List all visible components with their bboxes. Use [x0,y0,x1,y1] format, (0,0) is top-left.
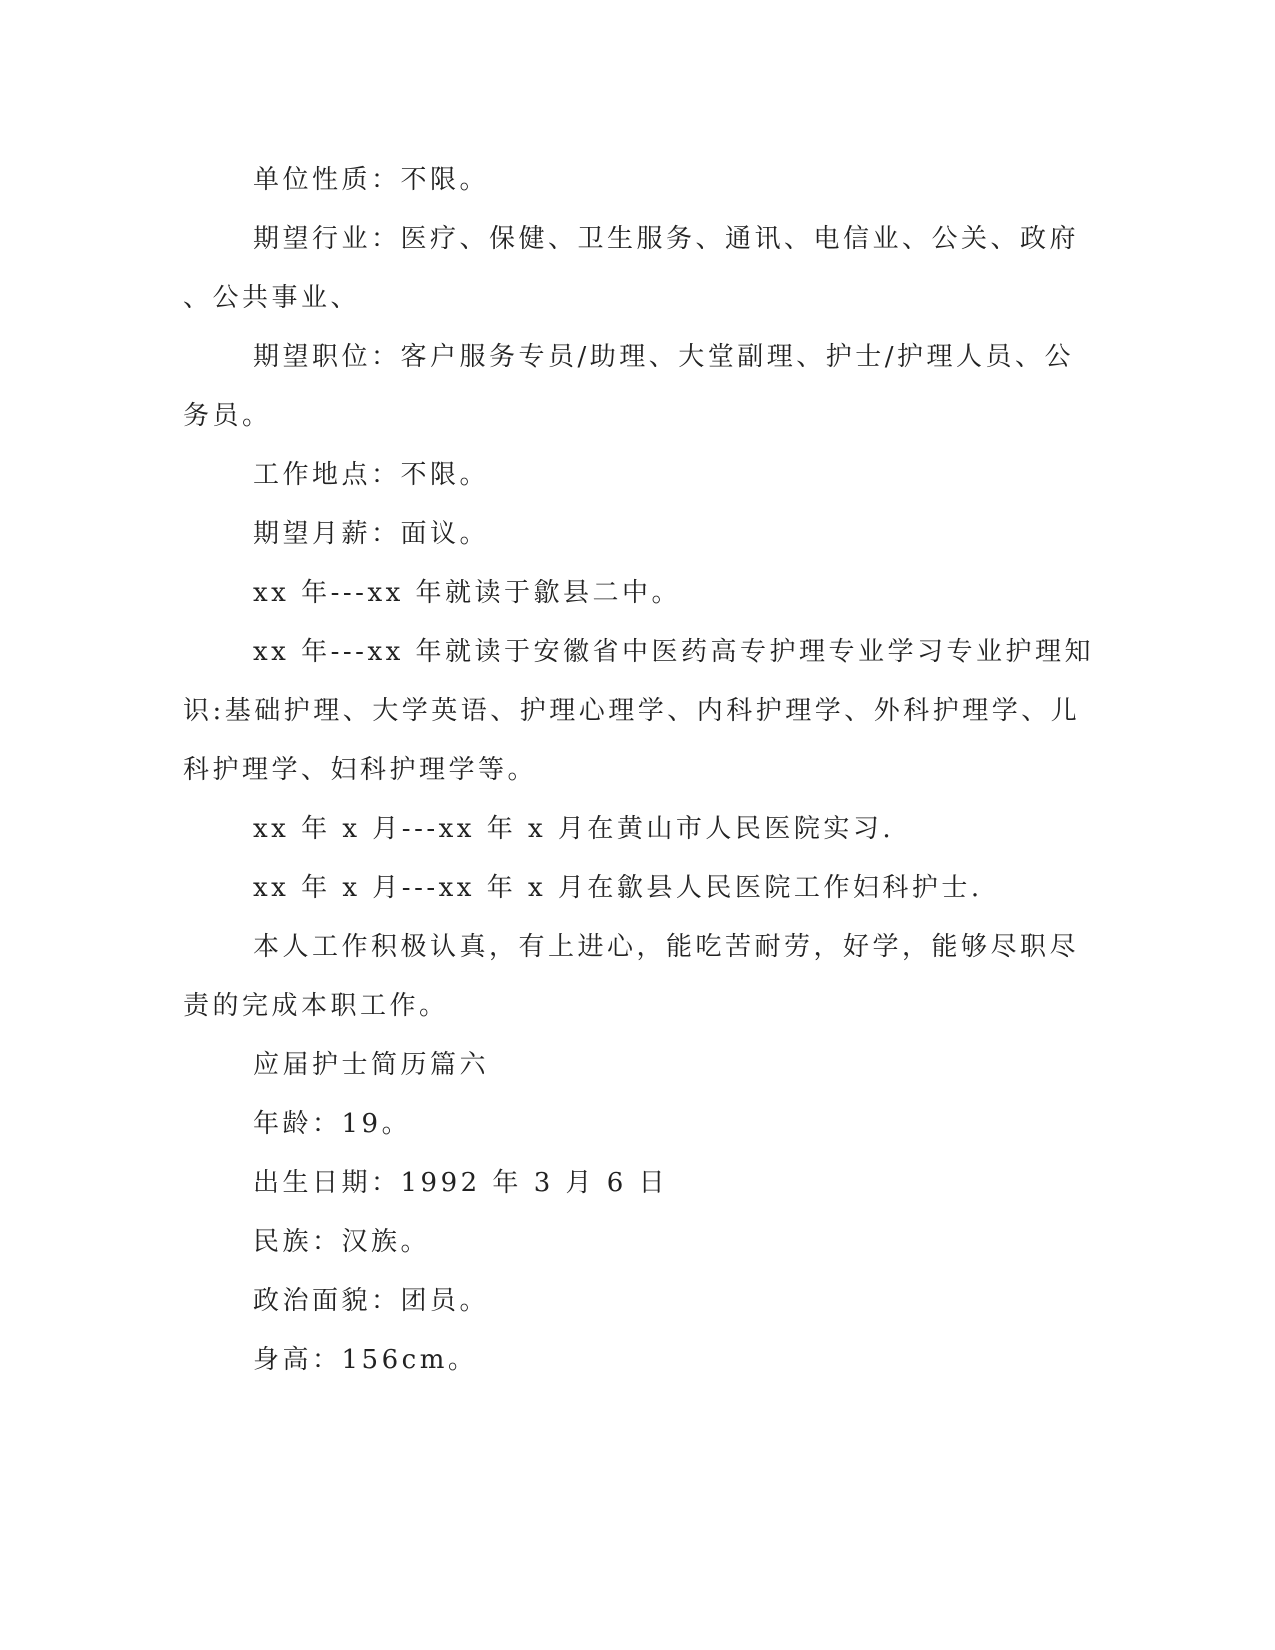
education-item-2-cont-1: 识:基础护理、大学英语、护理心理学、内科护理学、外科护理学、儿 [183,696,1081,726]
education-item-2: xx 年---xx 年就读于安徽省中医药高专护理专业学习专业护理知 [253,637,1095,667]
field-unit-nature: 单位性质：不限。 [253,165,490,195]
self-evaluation-cont: 责的完成本职工作。 [183,991,449,1021]
field-political-status: 政治面貌：团员。 [253,1286,490,1316]
field-work-location: 工作地点：不限。 [253,460,490,490]
field-age: 年龄：19。 [253,1109,412,1139]
field-expected-position-cont: 务员。 [183,401,272,431]
field-expected-industry-cont: 、公共事业、 [183,283,361,313]
field-ethnicity: 民族：汉族。 [253,1227,431,1257]
field-expected-position: 期望职位：客户服务专员/助理、大堂副理、护士/护理人员、公 [253,342,1075,372]
section-heading: 应届护士简历篇六 [253,1050,490,1080]
field-birth-date: 出生日期：1992 年 3 月 6 日 [253,1168,669,1198]
field-expected-salary: 期望月薪：面议。 [253,519,490,549]
experience-item-2: xx 年 x 月---xx 年 x 月在歙县人民医院工作妇科护士. [253,873,983,903]
field-height: 身高：156cm。 [253,1345,478,1375]
self-evaluation: 本人工作积极认真，有上进心，能吃苦耐劳，好学，能够尽职尽 [253,932,1080,962]
education-item-2-cont-2: 科护理学、妇科护理学等。 [183,755,538,785]
field-expected-industry: 期望行业：医疗、保健、卫生服务、通讯、电信业、公关、政府 [253,224,1080,254]
experience-item-1: xx 年 x 月---xx 年 x 月在黄山市人民医院实习. [253,814,895,844]
education-item-1: xx 年---xx 年就读于歙县二中。 [253,578,682,608]
